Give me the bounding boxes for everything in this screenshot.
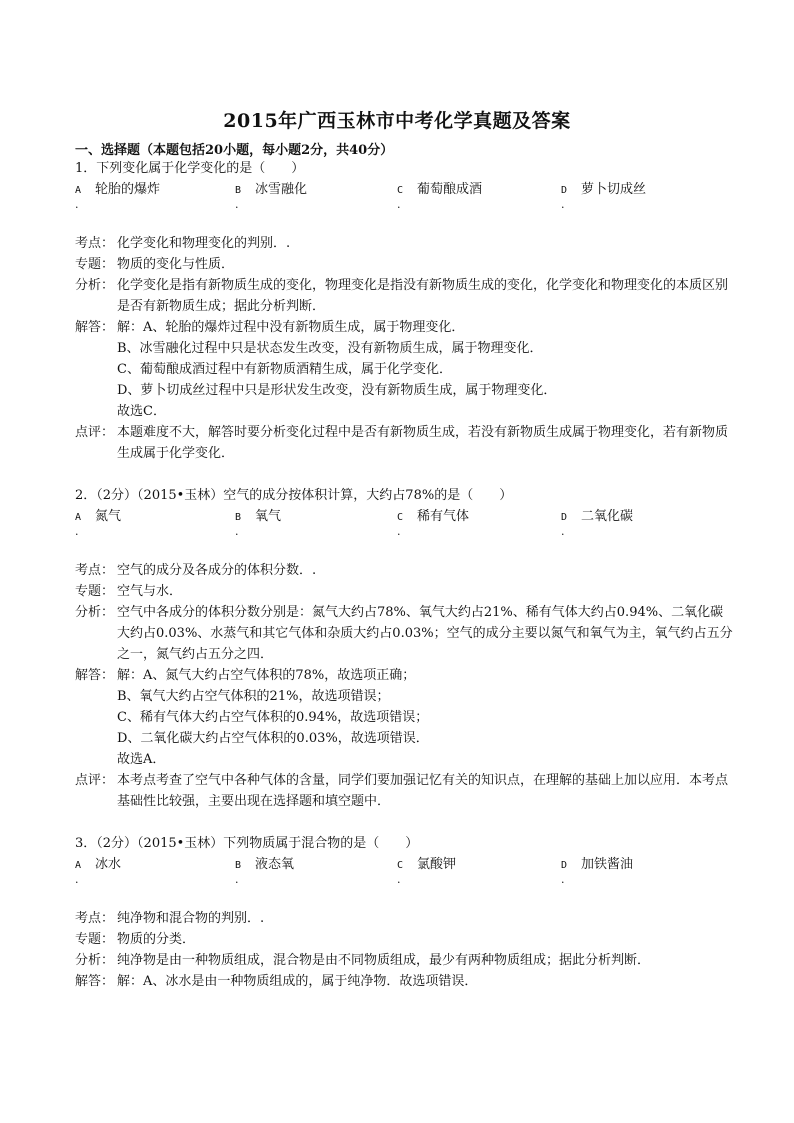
answer-line: C、葡萄酿成酒过程中有新物质酒精生成，属于化学变化． [117,362,452,377]
answer-line: B、冰雪融化过程中只是状态发生改变，没有新物质生成，属于物理变化． [117,341,543,356]
answer-line: 故选A． [117,752,166,767]
option-b: B 冰雪融化 . [235,182,308,211]
options-row [75,854,735,896]
questions-content [75,158,735,992]
dianping-row: 点评： 本考点考查了空气中各种气体的含量，同学们要加强记忆有关的知识点，在理解的基础上加以应用．本考点基础性比较强，主要出现在选择题和填空题中． [75,773,729,809]
question-stem: 1．下列变化属于化学变化的是（ ） [75,161,305,176]
option-b: B 液态氧 . [235,857,295,886]
kaodian-row: 考点： 空气的成分及各成分的体积分数．. [75,563,317,578]
section-heading: 一、选择题（本题包括20小题，每小题2分，共40分） [75,143,394,158]
fenxi-row: 分析： 化学变化是指有新物质生成的变化，物理变化是指没有新物质生成的变化，化学变化和物理变化的本质区别是否有新物质生成；据此分析判断． [75,278,729,314]
option-c: C 葡萄酿成酒 . [397,182,483,211]
jieda-row: 解答： 解：A、轮胎的爆炸过程中没有新物质生成，属于物理变化． [75,320,465,335]
option-a: A 冰水 . [75,857,122,886]
option-a: A 轮胎的爆炸 . [75,182,161,211]
jieda-row: 解答： 解：A、冰水是由一种物质组成的，属于纯净物．故选项错误． [75,974,478,989]
zhuanti-row: 专题： 空气与水． [75,584,183,599]
question-stem: 2．（2分）（2015•玉林）空气的成分按体积计算，大约占78%的是（ ） [75,488,513,503]
jieda-row: 解答： 解：A、氮气大约占空气体积的78%，故选项正确； [75,668,416,683]
document-title: 2015年广西玉林市中考化学真题及答案 [223,110,571,132]
option-c: C 氯酸钾 . [397,857,457,886]
options-row [75,179,735,221]
question-1 [75,158,735,464]
question-3 [75,833,735,992]
question-stem: 3．（2分）（2015•玉林）下列物质属于混合物的是（ ） [75,836,419,851]
kaodian-row: 考点： 纯净物和混合物的判别．. [75,911,265,926]
option-a: A 氮气 . [75,509,122,538]
answer-line: D、萝卜切成丝过程中只是形状发生改变，没有新物质生成，属于物理变化． [117,383,557,398]
zhuanti-row: 专题： 物质的变化与性质． [75,257,235,272]
kaodian-row: 考点： 化学变化和物理变化的判别．. [75,236,291,251]
question-2 [75,485,735,812]
answer-line: 故选C． [117,404,166,419]
answer-line: D、二氧化碳大约占空气体积的0.03%，故选项错误． [117,731,429,746]
option-d: D 加铁酱油 . [561,857,634,886]
option-b: B 氧气 . [235,509,282,538]
zhuanti-row: 专题： 物质的分类． [75,932,196,947]
dianping-row: 点评： 本题难度不大，解答时要分析变化过程中是否有新物质生成，若没有新物质生成属于物理变化，若有新物质生成属于化学变化． [75,425,729,461]
fenxi-row: 分析： 纯净物是由一种物质组成，混合物是由不同物质组成，最少有两种物质组成；据此分析判断． [75,953,651,968]
option-d: D 二氧化碳 . [561,509,634,538]
option-d: D 萝卜切成丝 . [561,182,647,211]
options-row [75,506,735,548]
answer-line: C、稀有气体大约占空气体积的0.94%，故选项错误； [117,710,429,725]
answer-line: B、氧气大约占空气体积的21%，故选项错误； [117,689,390,704]
fenxi-row: 分析： 空气中各成分的体积分数分别是：氮气大约占78%、氧气大约占21%、稀有气体大约占0.94%、二氧化碳大约占0.03%、水蒸气和其它气体和杂质大约占0.03%；空气的成分主要以氮气和氧气为主，氧气约占五分之一，氮气约占五分之四． [75,605,733,662]
option-c: C 稀有气体 . [397,509,470,538]
